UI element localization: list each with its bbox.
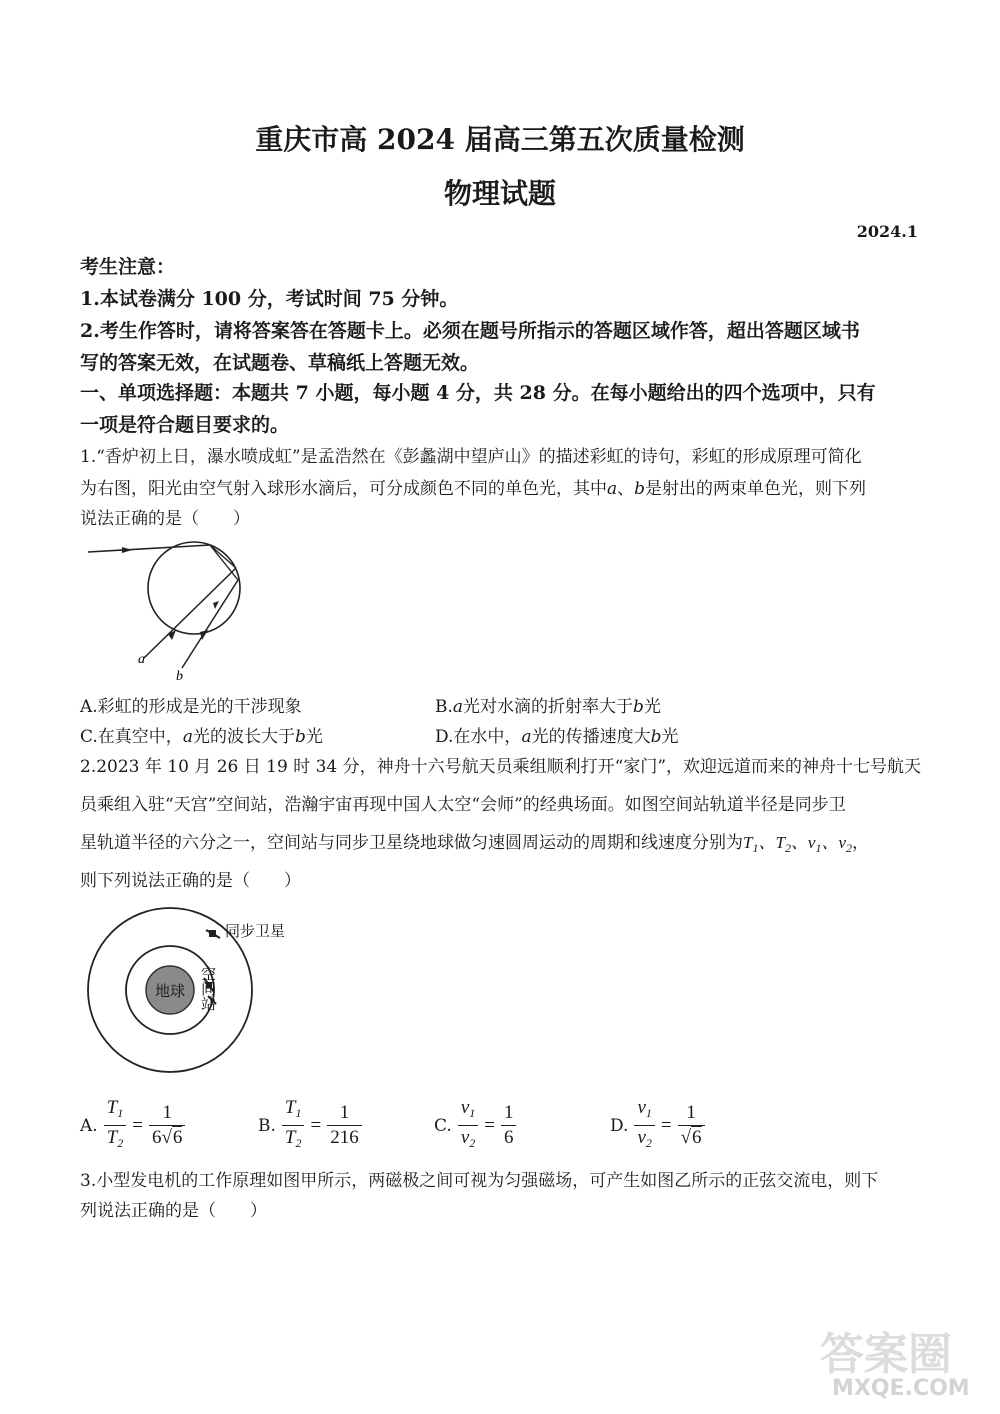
q1-option-b-var-b: b (633, 697, 644, 717)
exit-ray-a (144, 568, 236, 658)
q1-option-b-end: 光 (643, 697, 661, 717)
space-station-label: 空间站 (199, 966, 217, 1011)
q2-option-c-label: C. (434, 1115, 452, 1136)
q2-line3: 星轨道半径的六分之一，空间站与同步卫星绕地球做匀速圆周运动的周期和线速度分别为$T_1$、$T_2$、$v_1$、$v_2$， (80, 833, 870, 855)
q2-option-a[interactable]: A. $\frac{T_1}{T_2}$ = $\frac{1}{6√6}$ (80, 1096, 185, 1155)
q1-option-d-end: 光 (661, 727, 679, 747)
q2-line2: 员乘组入驻“天宫”空间站，浩瀚宇宙再现中国人太空“会师”的经典场面。如图空间站轨道半径是同步卫 (80, 795, 846, 815)
q1-option-d-var-b: b (650, 727, 662, 747)
label-b: b (176, 669, 183, 684)
q1-var-a: a (607, 479, 618, 499)
q3-line2: 列说法正确的是（ ） (80, 1201, 267, 1221)
q2-option-c-rhs: $\frac{1}{6}$ (501, 1101, 517, 1150)
incident-ray (88, 545, 210, 552)
q2-option-a-lhs: $\frac{T_1}{T_2}$ (104, 1096, 127, 1155)
q2-option-a-rhs: $\frac{1}{6√6}$ (149, 1101, 185, 1150)
q1-line2-text-a: 为右图，阳光由空气射入球形水滴后，可分成颜色不同的单色光，其中 (80, 479, 607, 499)
exam-date: 2024.1 (856, 222, 918, 241)
q1-line1: 1.“香炉初上日，瀑水喷成虹”是孟浩然在《彭蠡湖中望庐山》的描述彩虹的诗句，彩虹的形成原理可简化 (80, 447, 862, 467)
watermark-logo: 答案圈 (820, 1329, 952, 1380)
q2-option-d-lhs: $\frac{v_1}{v_2}$ (634, 1096, 654, 1155)
internal-ray-2 (210, 545, 238, 580)
q1-option-d-var-a: a (521, 727, 532, 747)
q2-option-c[interactable]: C. $\frac{v_1}{v_2}$ = $\frac{1}{6}$ (434, 1096, 516, 1155)
q2-option-d-label: D. (610, 1115, 629, 1136)
section-heading-line1: 一、单项选择题：本题共 7 小题，每小题 4 分，共 28 分。在每小题给出的四个选项中，只有 (80, 382, 876, 404)
q2-option-a-label: A. (80, 1115, 98, 1136)
q1-option-d-label: D.在水中， (435, 727, 522, 747)
q2-option-c-lhs: $\frac{v_1}{v_2}$ (458, 1096, 478, 1155)
q2-option-b-lhs: $\frac{T_1}{T_2}$ (282, 1096, 305, 1155)
q1-option-c[interactable] (80, 722, 323, 747)
q2-vars: $T_1$、$T_2$、$v_1$、$v_2$ (743, 833, 853, 855)
sync-satellite-label: 同步卫星 (225, 922, 286, 940)
q1-option-c-var-b: b (294, 727, 306, 747)
incident-ray-arrow (122, 547, 132, 553)
q2-line3-text: 星轨道半径的六分之一，空间站与同步卫星绕地球做匀速圆周运动的周期和线速度分别为 (80, 833, 743, 853)
water-droplet-circle (148, 542, 240, 634)
q1-option-a[interactable]: A.彩虹的形成是光的干涉现象 (80, 697, 302, 717)
q1-option-d-text: 光的传播速度大 (531, 727, 651, 747)
sync-satellite-icon (206, 930, 220, 938)
q3-line1: 3.小型发电机的工作原理如图甲所示，两磁极之间可视为匀强磁场，可产生如图乙所示的正弦交流电，则下 (80, 1171, 879, 1191)
q1-option-c-end: 光 (305, 727, 323, 747)
q1-option-b-text: 光对水滴的折射率大于 (463, 697, 634, 717)
page-subtitle: 物理试题 (443, 177, 556, 210)
q1-line2 (80, 474, 866, 499)
q2-option-d[interactable]: D. $\frac{v_1}{v_2}$ = $\frac{1}{√6}$ (610, 1096, 705, 1155)
q2-option-b-rhs: $\frac{1}{216}$ (327, 1101, 362, 1150)
q1-line3: 说法正确的是（ ） (80, 509, 250, 529)
q1-option-b[interactable] (435, 692, 661, 717)
q1-option-d[interactable] (435, 722, 678, 747)
section-heading-line2: 一项是符合题目要求的。 (80, 414, 290, 436)
q1-option-c-text: 光的波长大于 (192, 727, 295, 747)
q1-sep: 、 (617, 479, 635, 499)
notice-item-2-line2: 写的答案无效，在试题卷、草稿纸上答题无效。 (80, 352, 480, 374)
q1-var-b: b (634, 479, 646, 499)
q2-option-d-rhs: $\frac{1}{√6}$ (678, 1101, 705, 1150)
ray-b-inner-arrow (213, 601, 219, 609)
label-a: a (138, 652, 145, 667)
q2-option-b-label: B. (258, 1115, 276, 1136)
notice-item-1: 1.本试卷满分 100 分，考试时间 75 分钟。 (80, 288, 459, 310)
q1-option-b-label: B. (435, 697, 453, 717)
q1-line2-text-b: 是射出的两束单色光，则下列 (645, 479, 867, 499)
q1-option-b-var-a: a (452, 697, 464, 717)
q1-option-c-label: C.在真空中， (80, 727, 183, 747)
earth-label: 地球 (154, 982, 186, 1000)
q2-option-b[interactable]: B. $\frac{T_1}{T_2}$ = $\frac{1}{216}$ (258, 1096, 362, 1155)
q2-line4: 则下列说法正确的是（ ） (80, 871, 301, 891)
internal-ray-1 (210, 545, 236, 568)
page-title: 重庆市高 2024 届高三第五次质量检测 (255, 123, 745, 156)
rainbow-droplet-figure (80, 530, 250, 690)
notice-heading: 考生注意： (80, 256, 176, 278)
notice-item-2-line1: 2.考生作答时，请将答案答在答题卡上。必须在题号所指示的答题区域作答，超出答题区域书 (80, 320, 860, 342)
watermark-url: MXQE.COM (832, 1376, 970, 1401)
orbit-figure (80, 900, 310, 1080)
q2-line1: 2.2023 年 10 月 26 日 19 时 34 分，神舟十六号航天员乘组顺利打开“家门”，欢迎远道而来的神舟十七号航天 (80, 757, 922, 777)
q1-option-c-var-a: a (182, 727, 193, 747)
